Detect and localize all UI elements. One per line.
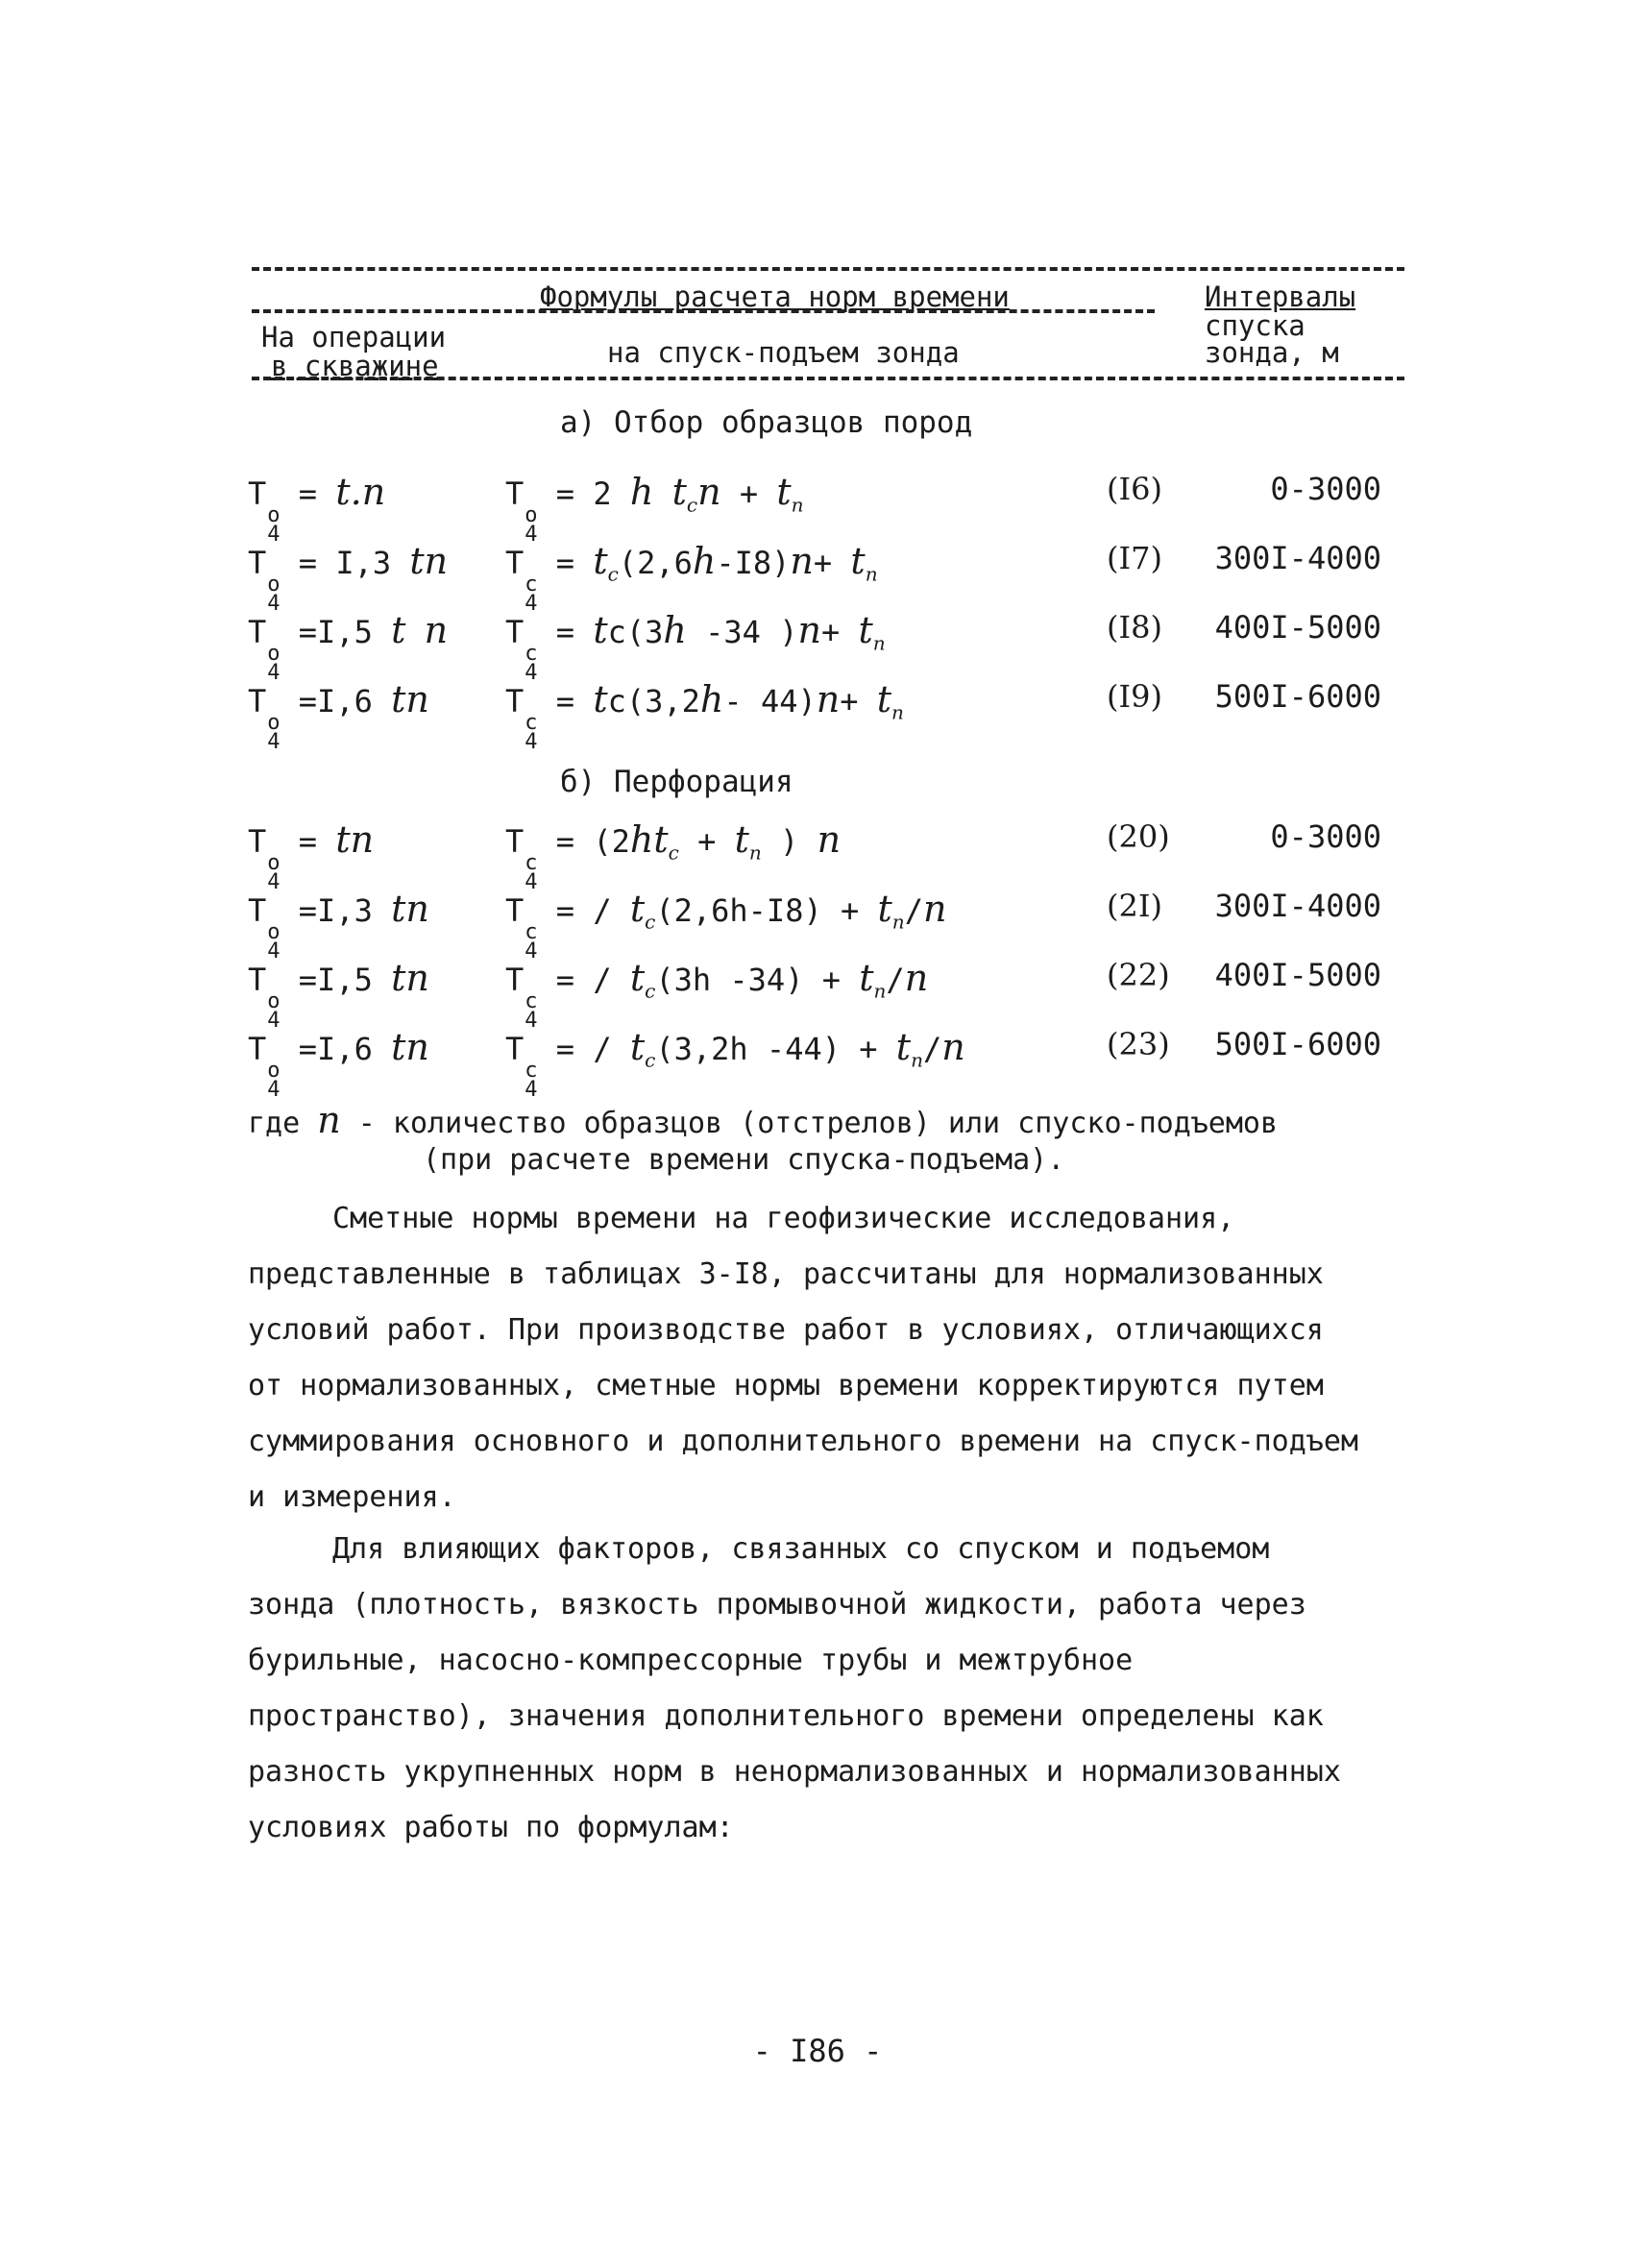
equation-number: (I9): [1107, 678, 1162, 715]
interval-value: 300I-4000: [1214, 540, 1381, 576]
formula-row: T o 4 =I,3 tn T c 4 = / $t_c(2,6h-I8) + t_n/n$ (2I) 300I-4000: [248, 888, 1381, 963]
formula-row: T o 4 = tn T c 4 = ($2ht_c + t_n$ ) n (20) 0-3000: [248, 818, 1381, 894]
col-formula-label-2: на спуск-подъем зонда: [607, 336, 960, 369]
col-interval-label-2: спуска: [1205, 309, 1306, 342]
paragraph-2: Для влияющих факторов, связанных со спуском и подъемом зонда (плотность, вязкость промывочной жидкости, работа через бурильные, насосно-компрессорные трубы и межтрубное пространство), значения дополнительного времени определены как разность укрупненных норм в ненормализованных и нормализованных условиях работы по формулам:: [248, 1532, 1341, 1844]
col-op-label-2: в скважине: [271, 350, 439, 382]
section-b-title: б) Перфорация: [560, 765, 793, 799]
page-number: - I86 -: [752, 2033, 883, 2069]
col-interval-label-1: Интервалы: [1205, 280, 1356, 313]
equation-number: (2I): [1107, 888, 1162, 924]
formula-row: T o 4 =I,5 tn T c 4 = / $t_c(3h$ $-34) + t_n/n$ (22) 400I-5000: [248, 957, 1381, 1033]
interval-value: 400I-5000: [1214, 609, 1381, 646]
equation-number: (20): [1107, 818, 1170, 855]
header-rule-top: [252, 267, 1404, 271]
interval-value: 0-3000: [1270, 818, 1381, 855]
formula-row: T o 4 =I,5 t n T c 4 = tc(3h -34 )$n+ t_n$ (I8) 400I-5000: [248, 609, 1381, 685]
formula-row: T o 4 = I,3 tn T c 4 = $t_c(2,6h-I8)n+ t_n$ (I7) 300I-4000: [248, 540, 1381, 616]
formula-row: T o 4 = t.n T o 4 = 2 h $t_cn + t_n$ (I6) 0-3000: [248, 471, 1381, 547]
equation-number: (I8): [1107, 609, 1162, 646]
col-interval-label-3: зонда, м: [1205, 336, 1339, 369]
section-a-title: а) Отбор образцов пород: [560, 405, 973, 440]
variable-note-line2: (при расчете времени спуска-подъема).: [423, 1143, 1065, 1177]
interval-value: 400I-5000: [1214, 957, 1381, 993]
equation-number: (22): [1107, 957, 1170, 993]
interval-value: 300I-4000: [1214, 888, 1381, 924]
interval-value: 500I-6000: [1214, 678, 1381, 715]
variable-note: где n - количество образцов (отстрелов) или спуско-подъемов: [248, 1099, 1279, 1141]
col-op-label-1: На операции: [261, 321, 447, 354]
equation-number: (I6): [1107, 471, 1162, 507]
interval-value: 500I-6000: [1214, 1026, 1381, 1062]
interval-value: 0-3000: [1270, 471, 1381, 507]
formula-row: T o 4 =I,6 tn T c 4 = / $t_c(3,2h$ $-44) + t_n/n$ (23) 500I-6000: [248, 1026, 1381, 1102]
equation-number: (23): [1107, 1026, 1170, 1062]
equation-number: (I7): [1107, 540, 1162, 576]
formula-row: T o 4 =I,6 tn T c 4 = tc(3,2h- $44)n+ t_n$ (I9) 500I-6000: [248, 678, 1381, 754]
col-formula-label-1: Формулы расчета норм времени: [540, 280, 1010, 313]
paragraph-1: Сметные нормы времени на геофизические исследования, представленные в таблицах 3-I8, рассчитаны для нормализованных условий работ. При производстве работ в условиях, отличающихся от нормализованных, сметные нормы времени корректируются путем суммирования основного и дополнительного времени на спуск-подъем и измерения.: [248, 1202, 1358, 1514]
